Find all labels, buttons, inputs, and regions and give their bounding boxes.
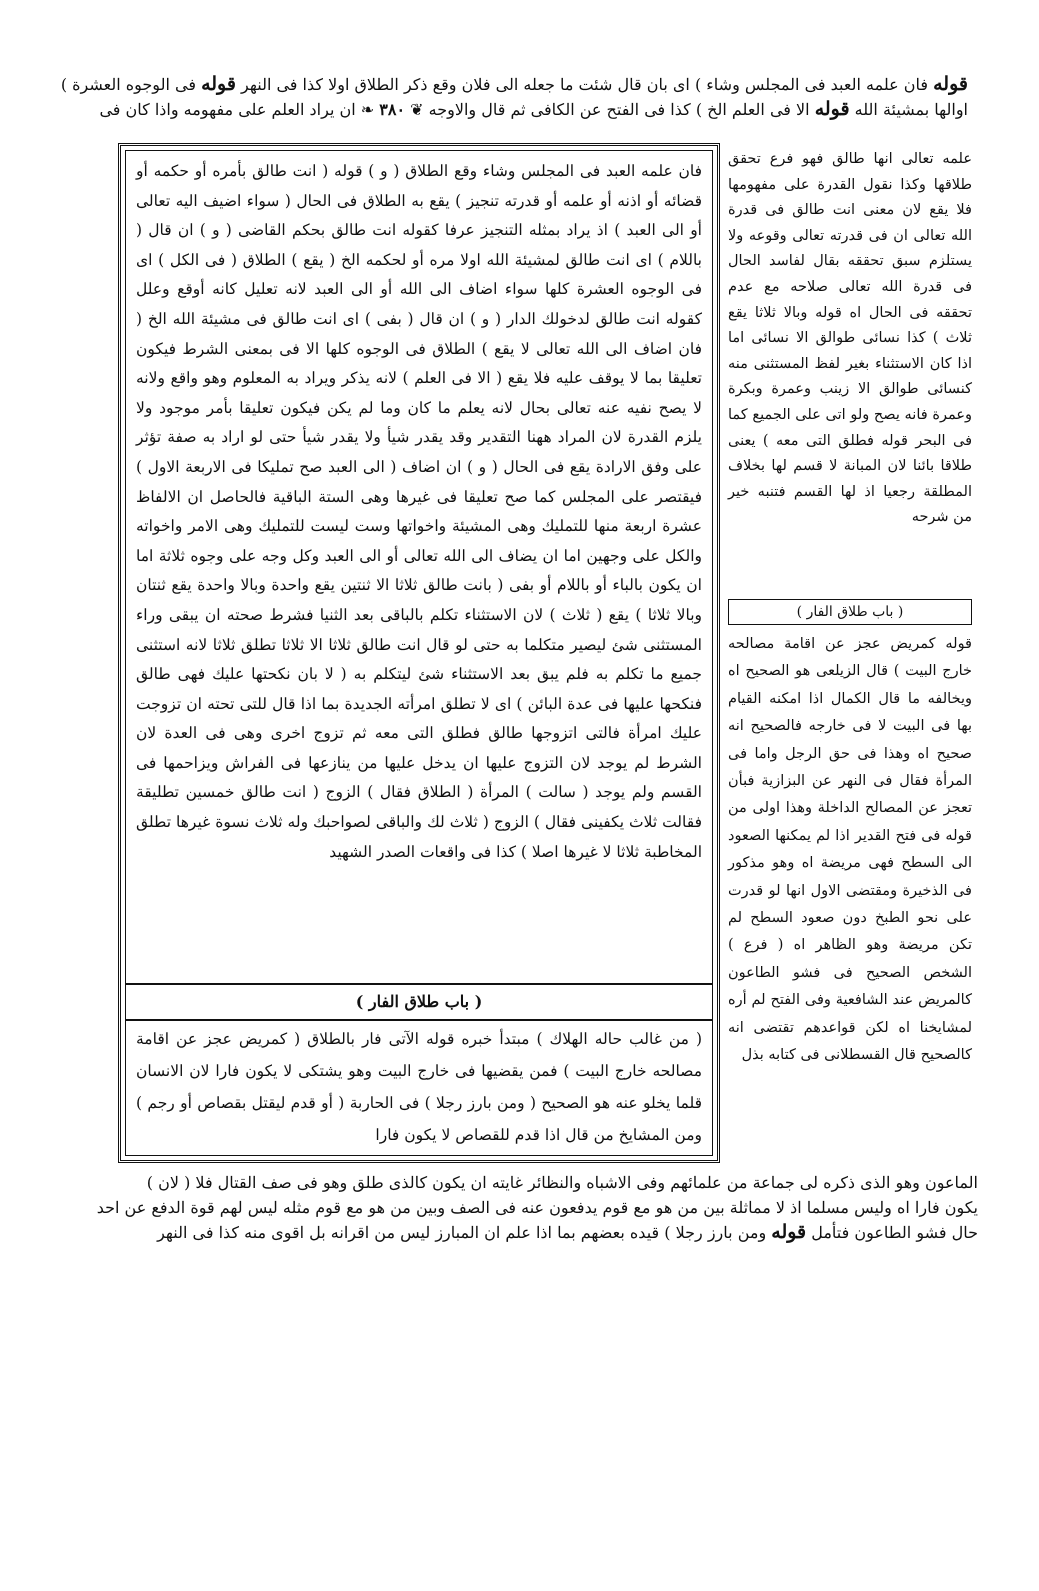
side-paragraph-bottom: قوله كمريض عجز عن اقامة مصالحه خارج البيت ) قال الزيلعى هو الصحيح اه ويخالفه ما قال الكمال اذا امكنه القيام بها فى البيت لا فى خارجه فالصحيح انه صحيح اه وهذا فى حق الرجل واما فى المرأة فقال فى النهر عن البزازية فبأن تعجز عن المصالح الداخلة وهذا اولى من قوله فى فتح القدير اذا لم يمكنها الصعود الى السطح فهى مريضة اه وهو مذكور فى الذخيرة ومقتضى الاول انها لو قدرت على نحو الطبخ دون صعود السطح لم تكن مريضة وهو الظاهر اه ( فرع ) الشخص الصحيح فى فشو الطاعون كالمريض عند الشافعية وفى الفتح لم أره لمشايخنا اه لكن قواعدهم تقتضى انه كالصحيح قال القسطلانى فى كتابه بذل xyxy=(728,636,972,1064)
header-commentary xyxy=(60,72,968,122)
keyword-qawluhu: قوله xyxy=(201,73,236,95)
chapter-title: ( باب طلاق الفار ) xyxy=(126,983,712,1021)
ornament-right-icon: ❧ xyxy=(360,100,375,119)
chapter-paragraph: ( من غالب حاله الهلاك ) مبتدأ خبره قوله الآتى فار بالطلاق ( كمريض عجز عن اقامة مصالحه خارج البيت ) فمن يقضيها فى خارج البيت وهو يشتكى لا يكون فارا لان الانسان قلما يخلو عنه هو الصحيح ( ومن بارز رجلا ) فى الحاربة ( أو قدم ليقتل بقصاص أو رجم ) ومن المشايخ من قال اذا قدم للقصاص لا يكون فارا xyxy=(136,1030,702,1144)
header-line-2-tail: ان يراد العلم على مفهومه واذا كان فى xyxy=(99,100,356,119)
header-line-1 xyxy=(60,72,968,97)
footer-line-3-head: حال فشو الطاعون فتأمل xyxy=(811,1223,978,1242)
header-line-1-tail: فى الوجوه العشرة ) xyxy=(60,75,196,94)
side-chapter-title: ( باب طلاق الفار ) xyxy=(728,599,972,625)
footer-line-2: يكون فارا اه وليس مسلما اذ لا مماثلة بين من هو مع قوم يدفعون عنه فى الصف وبين من هو مع قوم مثله ليس لهم قوة الدفع عن احد xyxy=(96,1198,978,1217)
header-line-2 xyxy=(88,97,968,122)
page-number: ٣٨٠ xyxy=(379,100,406,119)
footer-commentary xyxy=(96,1170,978,1245)
header-line-2-text: الا فى العلم الخ ) كذا فى الفتح عن الكافى ثم قال والاوجه xyxy=(428,100,810,119)
footer-line-3-text: ومن بارز رجلا ) قيده بعضهم بما اذا علم ان المبارز ليس من اقرانه بل اقوى منه كذا فى النهر xyxy=(157,1223,767,1242)
side-commentary-column xyxy=(728,143,972,1163)
footer-line-3 xyxy=(108,1220,978,1245)
keyword-qawluhu: قوله xyxy=(933,73,968,95)
main-paragraph: فان علمه العبد فى المجلس وشاء وقع الطلاق ( و ) قوله ( انت طالق بأمره أو حكمه أو قضائه أو اذنه أو علمه أو قدرته تنجيز ) يقع به الطلاق فى الحال ( سواء اضيف اليه تعالى أو الى العبد ) اذ يراد بمثله التنجيز عرفا كقوله انت طالق بحكم القاضى ( و ) ان قال ( باللام ) اى انت طالق لمشيئة الله اولا مره أو لحكمه الخ ( يقع ) الطلاق ( فى الكل ) اى فى الوجوه العشرة كلها سواء اضاف الى الله أو الى العبد لانه تعليل كانه أوقع وعلل كقوله انت طالق لدخولك الدار ( و ) ان قال ( بفى ) اى انت طالق فى مشيئة الله الخ ( فان اضاف الى الله تعالى لا يقع ) الطلاق فى الوجوه كلها الا فى بمعنى الشرط فيكون تعليقا بما لا يوقف عليه فلا يقع ( الا فى العلم ) لانه يذكر ويراد به المعلوم وهو واقع ولانه لا يصح نفيه عنه تعالى بحال لانه يعلم ما كان وما لم يكن فيكون تعليقا بأمر موجود ولا يلزم القدرة لان المراد ههنا التقدير وقد يقدر شيأ ولا يقدر شيأ حتى لو اراد به صفة تؤثر على وفق الارادة يقع فى الحال ( و ) ان اضاف ( الى العبد صح تمليكا فى الاربعة الاول ) فيقتصر على المجلس كما صح تعليقا فى غيرها وهى الستة الباقية فالحاصل ان الالفاظ عشرة اربعة منها للتمليك وهى المشيئة واخواتها وست ليست للتمليك وهى الامر واخواته والكل على وجهين اما ان يضاف الى الله تعالى أو الى العبد وكل وجه على وجوه ثلاثة اما ان يكون بالباء أو باللام أو بفى ( بانت طالق ثلاثا الا ثنتين يقع واحدة وبالا واحدة يقع ثنتان وبالا ثلاثا ) يقع ( ثلاث ) لان الاستثناء تكلم بالباقى بعد الثنيا فشرط صحته ان يبقى وراء المستثنى شئ ليصير متكلما به حتى لو قال انت طالق ثلاثا الا ثلاثا تطلق ثلاثا لانه استثنى جميع ما تكلم به فلم يبق بعد الاستثناء شئ ليتكلم به ( لا بان نكحتها عليك فهى طالق فنكحها عليها فى عدة البائن ) اى لا تطلق امرأته الجديدة بما اذا قال للتى تحته ان تزوجت عليك امرأة فالتى اتزوجها طالق فطلق التى معه ثم تزوج اخرى وهى فى العدة لان الشرط لم يوجد لان التزوج عليها ان يدخل عليها من ينازعها فى الفراش ويزاحمها فى القسم ولم يوجد ( سالت ) المرأة ( الطلاق فقال ) الزوج ( انت طالق خمسين تطليقة فقالت ثلاث يكفينى فقال ) الزوج ( ثلاث لك والباقى لصواحبك وله ثلاث نسوة غيرها تطلق المخاطبة ثلاثا لا غيرها اصلا ) كذا فى واقعات الصدر الشهيد xyxy=(136,162,702,861)
side-paragraph-top: علمه تعالى انها طالق فهو فرع تحقق طلاقها وكذا نقول القدرة على مفهومها فلا يقع لان معنى انت طالق فى قدرة الله تعالى ان فى قدرته تعالى وقوعه ولا يستلزم سبق تحققه بقال لفاسد الحال فى قدرة الله تعالى صلاحه مع عدم تحققه فى الحال اه قوله وبالا ثلاثا يقع ثلاث ) كذا نسائى طوالق الا نسائى اما اذا كان الاستثناء بغير لفظ المستثنى منه كنسائى طوالق الا زينب وعمرة وبكرة وعمرة فانه يصح ولو اتى على الجميع كما فى البحر قوله فطلق التى معه ) يعنى طلاقا بائنا لان المبانة لا قسم لها بخلاف المطلقة رجعيا اذ لها القسم فتنبه خير من شرحه xyxy=(728,151,972,526)
footer-line-1: الماعون وهو الذى ذكره لى جماعة من علمائهم وفى الاشباه والنظائر غايته ان يكون كالذى طلق وهو فى صف القتال فلا ( لان ) xyxy=(146,1173,978,1192)
main-text-inner-frame xyxy=(125,150,713,1156)
ornament-left-icon: ❦ xyxy=(410,100,424,119)
keyword-qawluhu: قوله xyxy=(814,98,850,120)
keyword-qawluhu: قوله xyxy=(771,1221,807,1243)
main-text-frame xyxy=(118,143,720,1163)
header-line-2-head: اوالها بمشيئة الله xyxy=(854,100,968,119)
header-line-1-text: فان علمه العبد فى المجلس وشاء ) اى بان قال شئت ما جعله الى فلان وقع ذكر الطلاق اولا كذا فى النهر xyxy=(241,75,929,94)
